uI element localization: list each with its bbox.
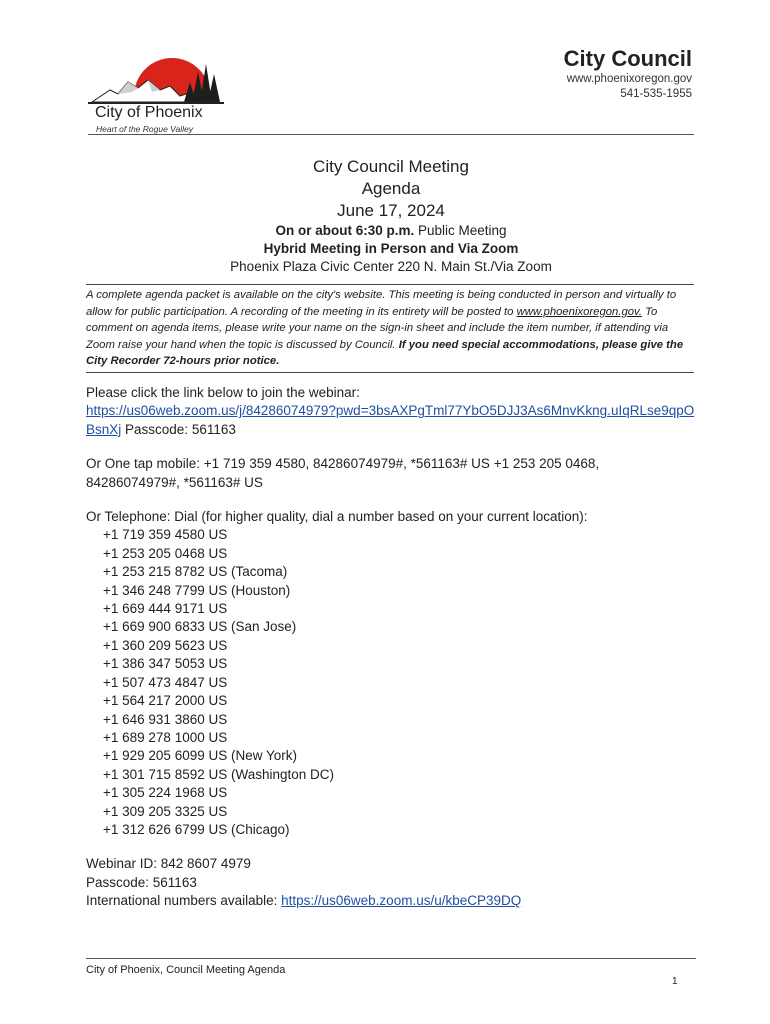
- footer-text: City of Phoenix, Council Meeting Agenda: [86, 964, 286, 976]
- phone-item: +1 305 224 1968 US: [103, 785, 228, 801]
- meeting-date: June 17, 2024: [337, 201, 445, 220]
- phone-list: [86, 526, 696, 839]
- phoenix-sun-mountain-icon: [88, 46, 228, 106]
- meeting-format: Hybrid Meeting in Person and Via Zoom: [263, 241, 519, 256]
- meeting-location: Phoenix Plaza Civic Center 220 N. Main St./Via Zoom: [230, 259, 552, 274]
- phone-item: +1 669 900 6833 US (San Jose): [103, 619, 297, 635]
- phone-item: +1 507 473 4847 US: [103, 674, 228, 690]
- international-link[interactable]: https://us06web.zoom.us/u/kbeCP39DQ: [281, 893, 522, 909]
- city-logo: [88, 46, 228, 136]
- phone-item: +1 689 278 1000 US: [103, 729, 228, 745]
- header-website[interactable]: www.phoenixoregon.gov: [566, 73, 692, 85]
- phone-item: +1 564 217 2000 US: [103, 693, 228, 709]
- page-number: 1: [672, 976, 678, 987]
- phone-item: +1 719 359 4580 US: [103, 527, 228, 543]
- webinar-passcode: Passcode: 561163: [86, 874, 197, 890]
- notice-website-link[interactable]: www.phoenixoregon.gov.: [516, 305, 642, 318]
- webinar-link[interactable]: https://us06web.zoom.us/j/84286074979?pwd=3bsAXPgTml77YbO5DJJ3As6MnvKkng.uIqRLse9qpOBsnXj: [86, 403, 695, 437]
- phone-item: +1 309 205 3325 US: [103, 803, 228, 819]
- meeting-subtitle: Agenda: [361, 179, 421, 198]
- phone-item: +1 386 347 5053 US: [103, 656, 228, 672]
- international-numbers: [86, 892, 696, 910]
- meeting-time: [88, 222, 694, 240]
- notice-part1: A complete agenda packet is available on the city's website. This meeting is being conducted in person and virtually to allow for public participation. A recording of the meeting in its entirety will be posted to: [86, 289, 677, 318]
- meeting-title-block: [88, 156, 694, 276]
- international-label: International numbers available:: [86, 893, 282, 909]
- webinar-id: Webinar ID: 842 8607 4979: [86, 856, 251, 872]
- phone-item: +1 669 444 9171 US: [103, 601, 228, 617]
- notice-accommodations: If you need special accommodations, please give the City Recorder 72-hours prior notice.: [86, 338, 684, 367]
- webinar-passcode-inline: Passcode: 561163: [121, 421, 236, 437]
- phone-item: +1 346 248 7799 US (Houston): [103, 582, 291, 598]
- meeting-title: City Council Meeting: [313, 157, 469, 176]
- header-contact: [564, 46, 692, 102]
- telephone-intro: Or Telephone: Dial (for higher quality, dial a number based on your current location):: [86, 509, 588, 525]
- header-phone: 541-535-1955: [620, 88, 692, 100]
- logo-tagline: Heart of the Rogue Valley: [96, 124, 194, 134]
- phone-item: +1 312 626 6799 US (Chicago): [103, 821, 290, 837]
- phone-item: +1 253 205 0468 US: [103, 545, 228, 561]
- notice-part2: To comment on agenda items, please write your name on the sign-in sheet and include the item number, if attending via Zoom raise your hand when the topic is discussed by Council.: [86, 305, 669, 351]
- agenda-notice: [86, 284, 694, 373]
- phone-item: +1 929 205 6099 US (New York): [103, 748, 298, 764]
- meeting-time-rest: Public Meeting: [414, 223, 507, 238]
- header-title: City Council: [563, 46, 692, 71]
- webinar-link-line: [86, 402, 696, 439]
- logo-city-name: City of Phoenix: [95, 104, 203, 121]
- one-tap-mobile: Or One tap mobile: +1 719 359 4580, 84286074979#, *561163# US +1 253 205 0468, 84286074979#, *561163# US: [86, 456, 600, 490]
- footer-divider: [86, 958, 696, 959]
- phone-item: +1 301 715 8592 US (Washington DC): [103, 766, 335, 782]
- phone-item: +1 360 209 5623 US: [103, 637, 228, 653]
- header-divider: [88, 134, 694, 135]
- phone-item: +1 253 215 8782 US (Tacoma): [103, 564, 288, 580]
- webinar-intro: Please click the link below to join the webinar:: [86, 385, 360, 400]
- webinar-info: [86, 384, 696, 911]
- phone-item: +1 646 931 3860 US: [103, 711, 228, 727]
- meeting-time-bold: On or about 6:30 p.m.: [275, 223, 415, 238]
